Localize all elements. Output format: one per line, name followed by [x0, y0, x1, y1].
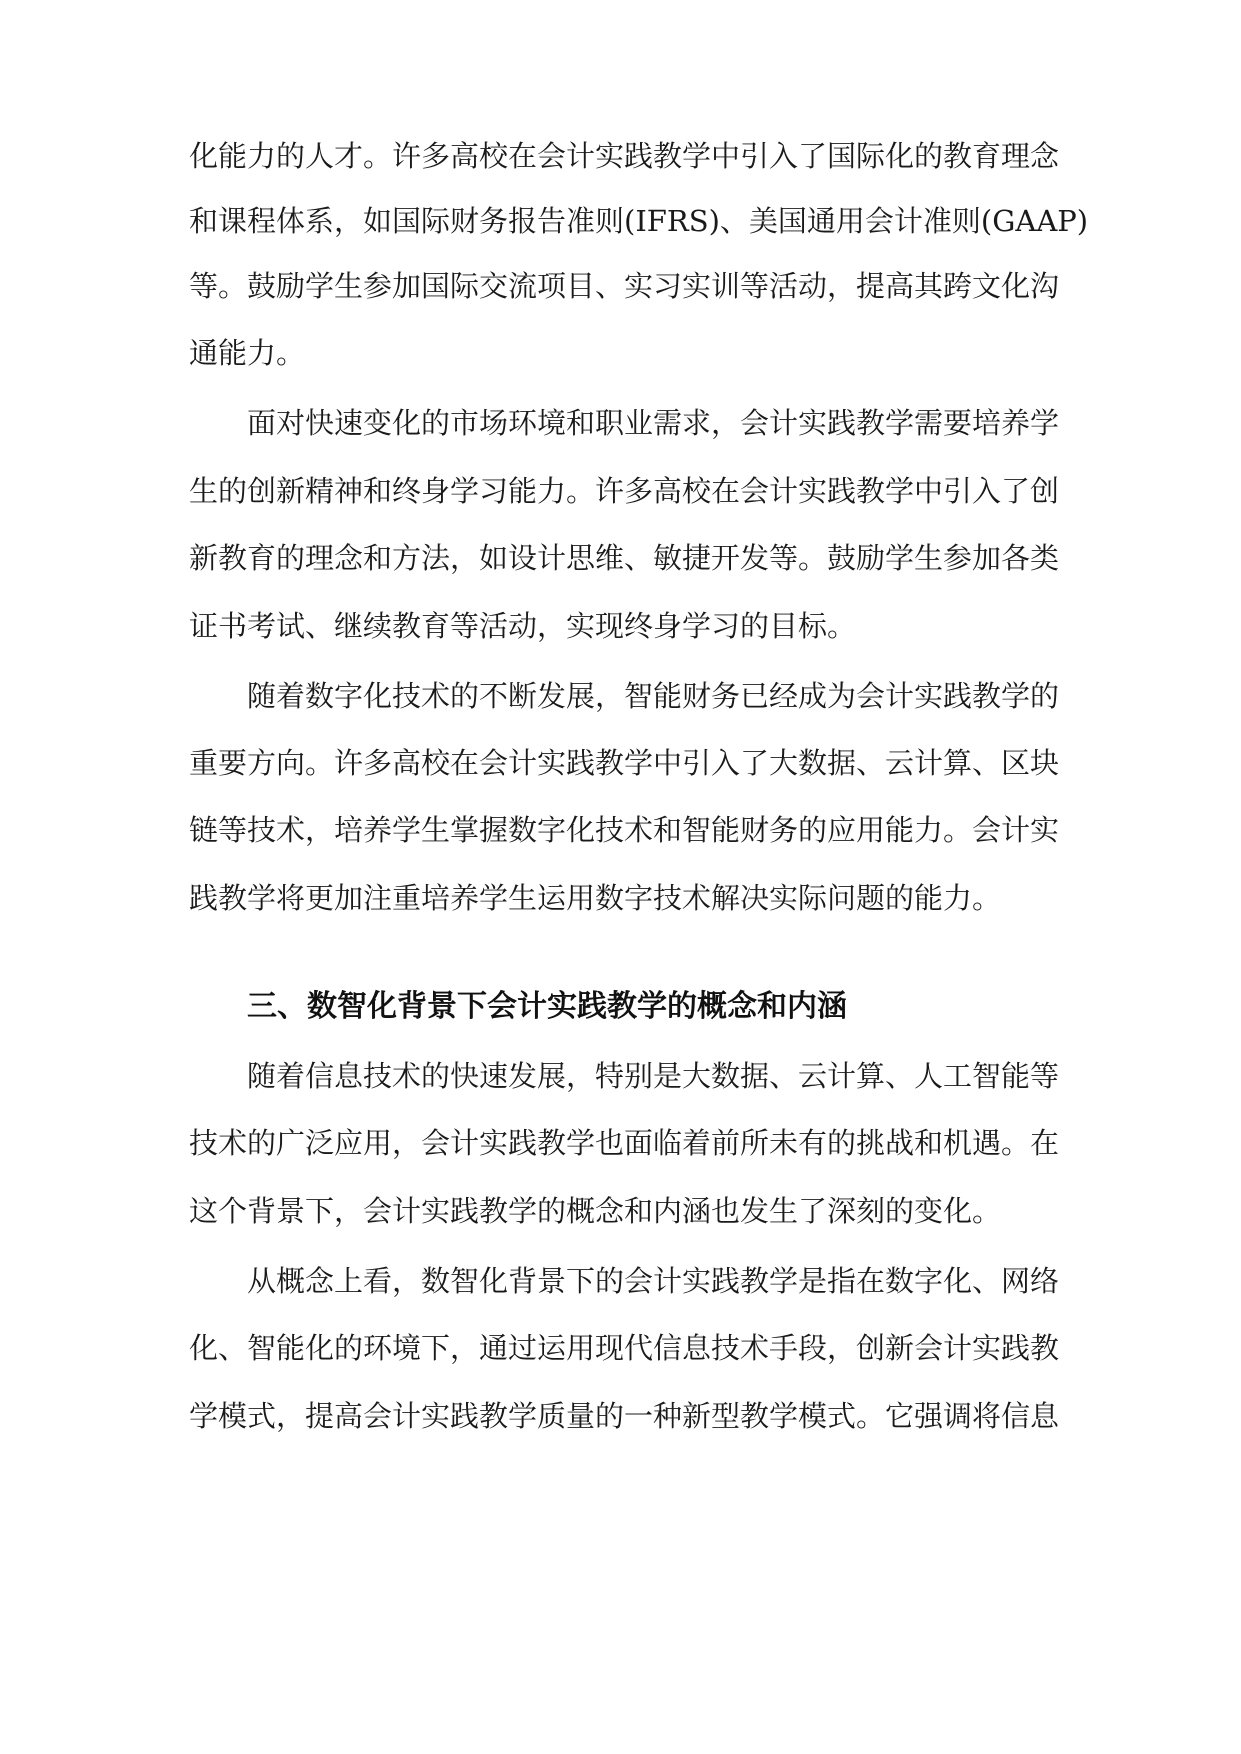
paragraph-3-line-1: 随着数字化技术的不断发展，智能财务已经成为会计实践教学的: [247, 679, 1060, 713]
paragraph-1-line-4: 通能力。: [189, 336, 306, 370]
paragraph-2-line-2: 生的创新精神和终身学习能力。许多高校在会计实践教学中引入了创: [189, 474, 1060, 508]
section-paragraph-2-line-1: 从概念上看，数智化背景下的会计实践教学是指在数字化、网络: [247, 1264, 1060, 1298]
paragraph-2-line-1: 面对快速变化的市场环境和职业需求，会计实践教学需要培养学: [247, 406, 1060, 440]
paragraph-1-line-1: 化能力的人才。许多高校在会计实践教学中引入了国际化的教育理念: [189, 139, 1060, 173]
section-paragraph-1-line-3: 这个背景下，会计实践教学的概念和内涵也发生了深刻的变化。: [189, 1194, 1002, 1228]
section-paragraph-1-line-1: 随着信息技术的快速发展，特别是大数据、云计算、人工智能等: [247, 1059, 1060, 1093]
section-paragraph-1-line-2: 技术的广泛应用，会计实践教学也面临着前所未有的挑战和机遇。在: [189, 1126, 1060, 1160]
section-paragraph-2-line-2: 化、智能化的环境下，通过运用现代信息技术手段，创新会计实践教: [189, 1331, 1060, 1365]
paragraph-3-line-3: 链等技术，培养学生掌握数字化技术和智能财务的应用能力。会计实: [189, 813, 1060, 847]
section-paragraph-2-line-3: 学模式，提高会计实践教学质量的一种新型教学模式。它强调将信息: [189, 1399, 1060, 1433]
paragraph-1-line-3: 等。鼓励学生参加国际交流项目、实习实训等活动，提高其跨文化沟: [189, 269, 1060, 303]
paragraph-1-line-2: 和课程体系，如国际财务报告准则(IFRS)、美国通用会计准则(GAAP): [189, 204, 1089, 238]
paragraph-2-line-4: 证书考试、继续教育等活动，实现终身学习的目标。: [189, 609, 857, 643]
paragraph-3-line-2: 重要方向。许多高校在会计实践教学中引入了大数据、云计算、区块: [189, 746, 1060, 780]
section-heading: 三、数智化背景下会计实践教学的概念和内涵: [247, 989, 847, 1024]
paragraph-3-line-4: 践教学将更加注重培养学生运用数字技术解决实际问题的能力。: [189, 881, 1002, 915]
paragraph-2-line-3: 新教育的理念和方法，如设计思维、敏捷开发等。鼓励学生参加各类: [189, 541, 1060, 575]
